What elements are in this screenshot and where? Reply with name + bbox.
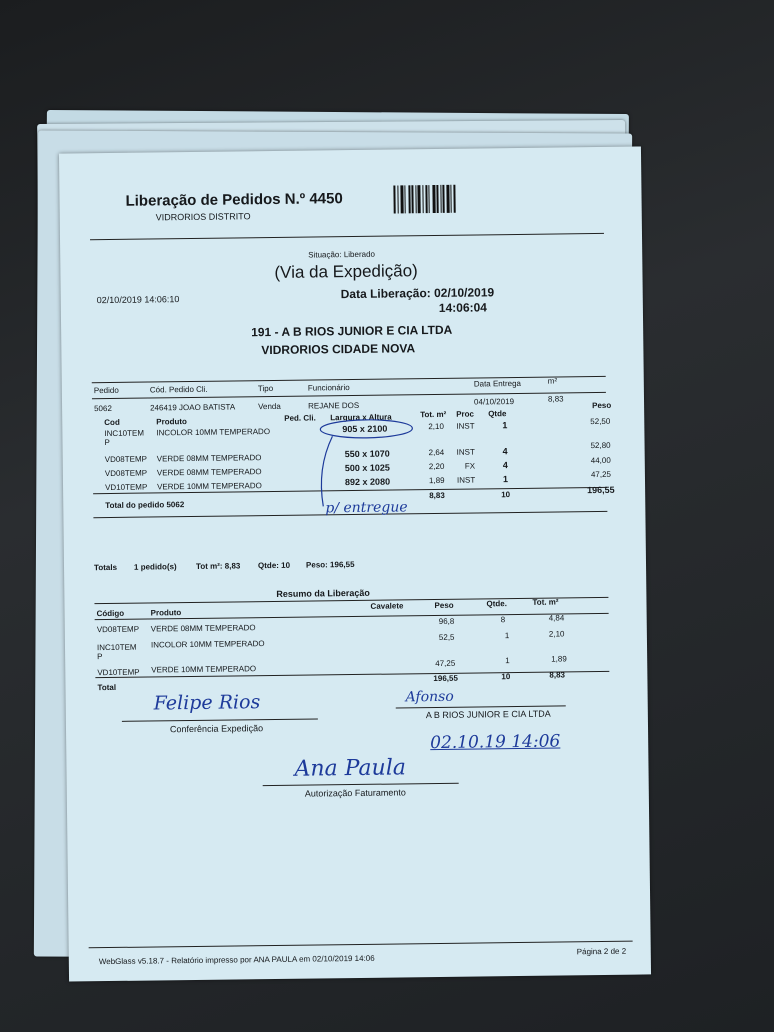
- item-col-totm2: Tot. m²: [420, 409, 447, 420]
- col-cod-pedido: Cód. Pedido Cli.: [149, 384, 208, 395]
- totals-m2: Tot m²: 8,83: [195, 561, 241, 571]
- item-col-peso: Peso: [592, 400, 612, 411]
- order-data-entrega: 04/10/2019: [473, 397, 515, 407]
- summary-total-qtde: 10: [501, 672, 511, 682]
- print-datetime: 02/10/2019 14:06:10: [96, 294, 180, 306]
- footer-text: WebGlass v5.18.7 - Relatório impresso por ANA PAULA em 02/10/2019 14:06: [98, 953, 375, 967]
- col-m2: m²: [547, 376, 558, 386]
- order-m2: 8,83: [547, 394, 564, 404]
- totals-pedidos: 1 pedido(s): [133, 562, 177, 572]
- summary-col-cavalete: Cavalete: [370, 601, 404, 611]
- signature-line: [263, 783, 459, 786]
- summary-col-peso: Peso: [434, 600, 454, 611]
- summary-col-totm2: Tot. m²: [532, 597, 559, 607]
- totals-peso: Peso: 196,55: [305, 560, 355, 570]
- item-col-qtde: Qtde: [488, 409, 507, 419]
- order-total-m2: 8,83: [429, 490, 445, 501]
- order-total-label: Total do pedido 5062: [105, 500, 185, 511]
- order-total-qtde: 10: [501, 490, 511, 500]
- handwritten-note: p/ entregue: [325, 499, 408, 517]
- signature-autorizacao: Ana Paula: [294, 755, 407, 782]
- summary-total-tot: 8,83: [549, 670, 566, 680]
- item-col-cod: Cod: [104, 417, 120, 428]
- document-title: Liberação de Pedidos N.º 4450: [125, 190, 343, 210]
- client-signature-label: A B RIOS JUNIOR E CIA LTDA: [425, 708, 551, 721]
- item-col-produto: Produto: [156, 417, 187, 427]
- item-col-dims: Largura x Altura: [330, 412, 392, 423]
- divider: [89, 941, 633, 949]
- client-name: 191 - A B RIOS JUNIOR E CIA LTDA: [251, 322, 453, 340]
- col-pedido: Pedido: [93, 385, 119, 396]
- summary-col-codigo: Código: [96, 608, 125, 619]
- document-page: [59, 146, 651, 981]
- col-data-entrega: Data Entrega: [473, 378, 522, 389]
- signature-conferencia: Felipe Rios: [153, 691, 261, 715]
- company-name: VIDRORIOS DISTRITO: [155, 211, 251, 223]
- item-row: VD08TEMP VERDE 08MM TEMPERADO 550 x 1070 2,64 INST 4 52,80: [104, 440, 611, 465]
- item-col-proc: Proc: [456, 409, 475, 419]
- order-total-peso: 196,55: [587, 484, 615, 496]
- summary-row: VD08TEMP VERDE 08MM TEMPERADO 96,8 8 4,84: [96, 613, 565, 635]
- release-time: 14:06:04: [438, 300, 488, 315]
- order-funcionario: REJANE DOS: [308, 400, 360, 411]
- summary-title: Resumo da Liberação: [276, 587, 370, 599]
- release-date: Data Liberação: 02/10/2019: [340, 285, 495, 302]
- page-number: Página 2 de 2: [576, 946, 627, 957]
- item-row: VD10TEMP VERDE 10MM TEMPERADO 892 x 2080 1,89 INST 1 47,25: [104, 469, 612, 493]
- barcode: [393, 185, 469, 214]
- autorizacao-label: Autorização Faturamento: [304, 787, 406, 799]
- conferencia-label: Conferência Expedição: [169, 723, 264, 735]
- status-text: Situação: Liberado: [308, 249, 375, 260]
- signature-client: Afonso: [405, 688, 454, 706]
- item-row: VD08TEMP VERDE 08MM TEMPERADO 500 x 1025 2,20 FX 4 44,00: [104, 455, 611, 479]
- via-label: (Via da Expedição): [274, 261, 418, 282]
- summary-col-qtde: Qtde.: [486, 599, 508, 609]
- order-pedido: 5062: [94, 403, 112, 414]
- totals-label: Totals: [93, 562, 118, 573]
- signature-line: [122, 718, 318, 721]
- col-funcionario: Funcionário: [307, 383, 350, 393]
- summary-row: INC10TEM P INCOLOR 10MM TEMPERADO 52,5 1 2,10: [96, 629, 565, 662]
- divider: [90, 233, 604, 240]
- client-store: VIDRORIOS CIDADE NOVA: [261, 341, 416, 358]
- col-tipo: Tipo: [257, 383, 274, 394]
- order-cod-pedido: 246419 JOAO BATISTA: [150, 402, 236, 413]
- summary-total-label: Total: [97, 682, 117, 693]
- handwritten-date: 02.10.19 14:06: [430, 731, 561, 754]
- order-tipo: Venda: [258, 401, 281, 412]
- summary-total-peso: 196,55: [433, 673, 458, 684]
- item-col-pedcli: Ped. Cli.: [284, 413, 316, 423]
- summary-row: VD10TEMP VERDE 10MM TEMPERADO 47,25 1 1,89: [97, 654, 567, 678]
- totals-qtde: Qtde: 10: [257, 560, 291, 571]
- summary-col-produto: Produto: [150, 608, 182, 618]
- item-row: INC10TEM P INCOLOR 10MM TEMPERADO 905 x 2100 2,10 INST 1 52,50: [104, 416, 611, 448]
